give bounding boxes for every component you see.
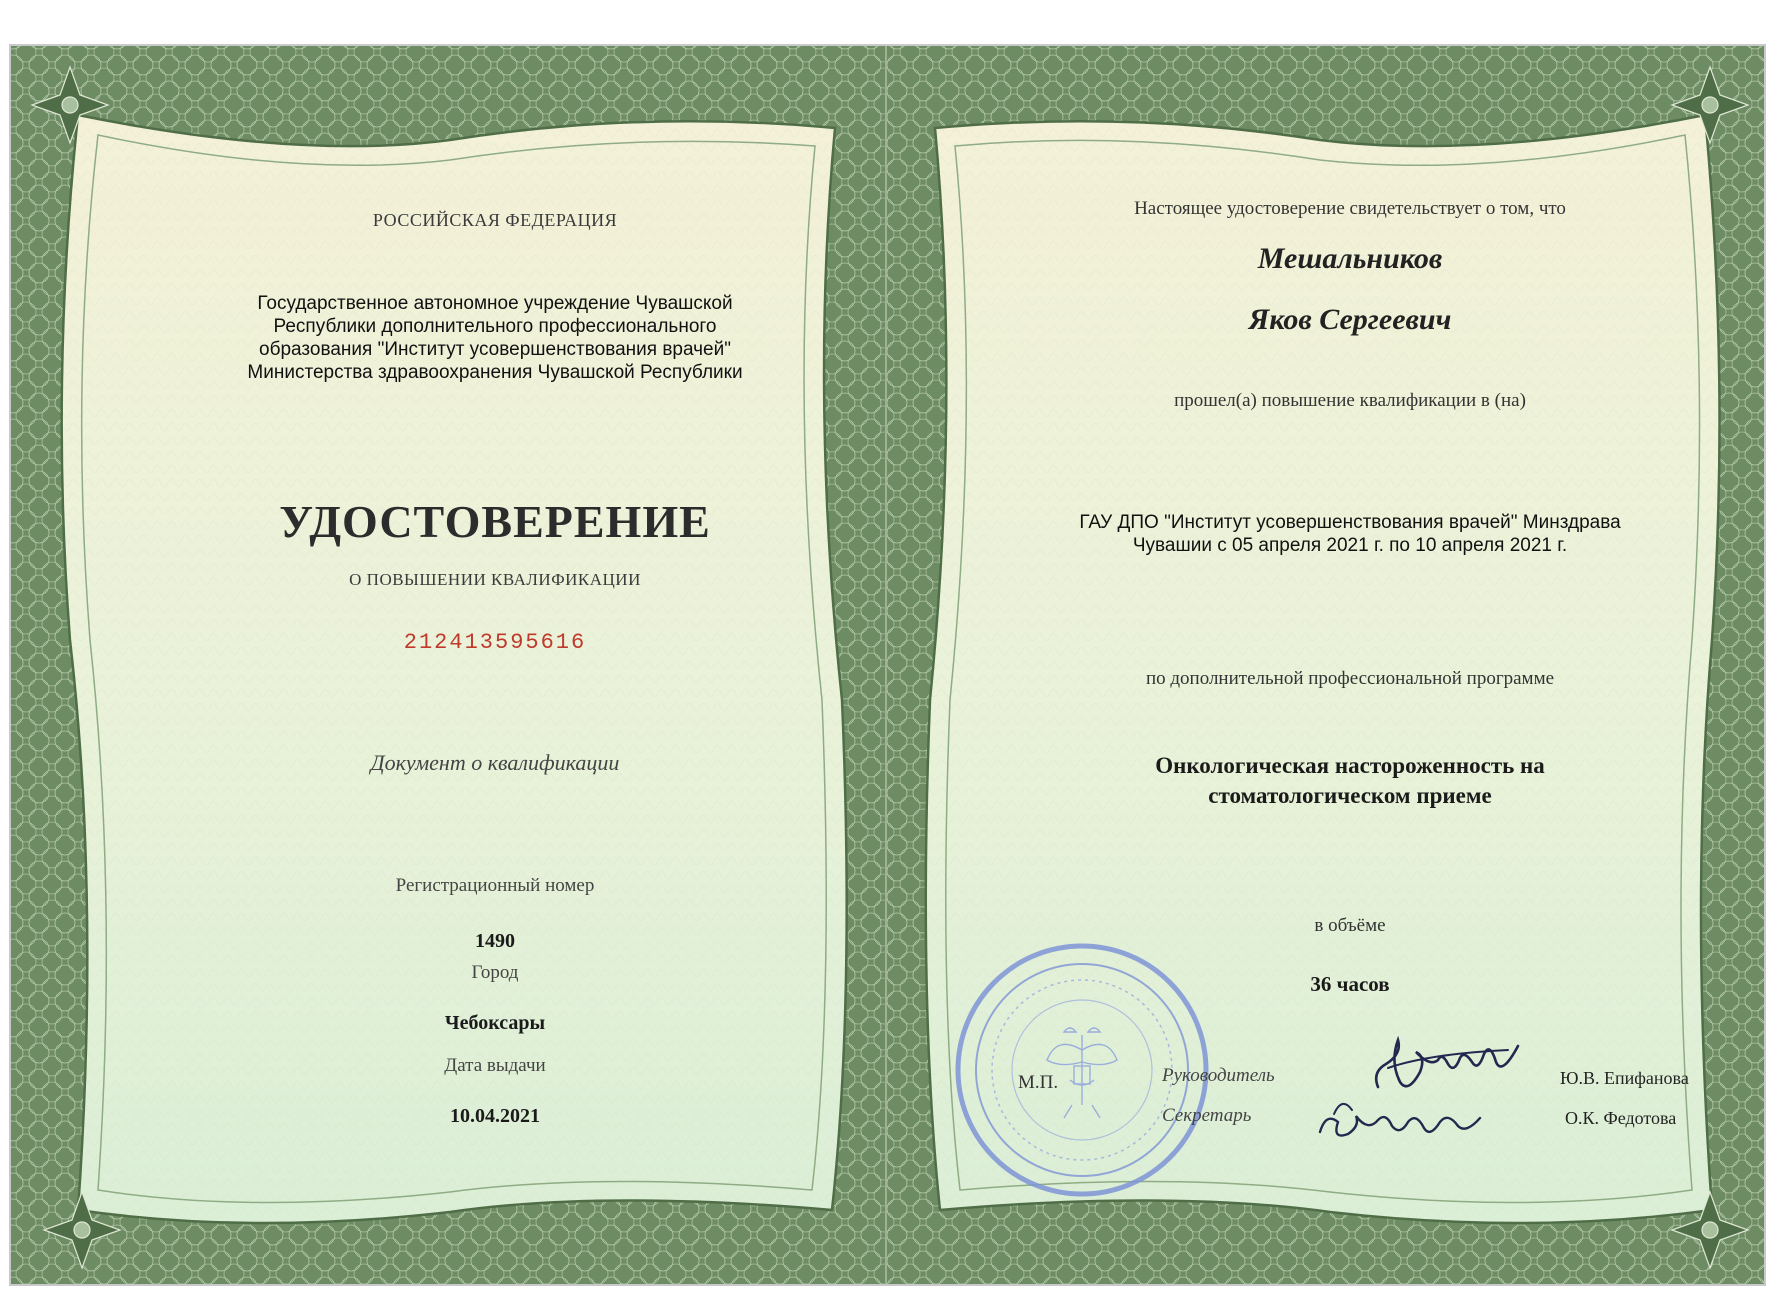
passed-text: прошел(а) повышение квалификации в (на) (1174, 390, 1526, 411)
city-label: Город (471, 962, 519, 983)
document-subtitle: О ПОВЫШЕНИИ КВАЛИФИКАЦИИ (349, 570, 641, 589)
reg-number: 1490 (475, 930, 515, 952)
issue-date-label: Дата выдачи (444, 1055, 546, 1076)
institution-line-3: образования "Институт усовершенствования врачей" (259, 339, 731, 360)
program-label: по дополнительной профессиональной программе (1145, 668, 1555, 689)
institution-line-1: Государственное автономное учреждение Чувашской (257, 293, 733, 314)
program-line-2: стоматологическом приеме (1208, 783, 1492, 808)
head-role: Руководитель (1162, 1065, 1275, 1086)
document-type: Документ о квалификации (370, 750, 620, 775)
stamp-label: М.П. (1018, 1072, 1059, 1093)
reg-number-label: Регистрационный номер (395, 875, 595, 896)
organization-line-1: ГАУ ДПО "Институт усовершенствования врачей" Минздрава (1079, 512, 1621, 533)
intro-text: Настоящее удостоверение свидетельствует о том, что (1134, 198, 1566, 219)
head-name: Ю.В. Епифанова (1560, 1068, 1689, 1088)
surname: Мешальников (1257, 242, 1443, 275)
given-names: Яков Сергеевич (1248, 303, 1452, 336)
secretary-role: Секретарь (1162, 1105, 1252, 1126)
city: Чебоксары (444, 1012, 546, 1034)
program-line-1: Онкологическая настороженность на (1155, 753, 1545, 778)
country-name: РОССИЙСКАЯ ФЕДЕРАЦИЯ (372, 210, 618, 230)
issue-date: 10.04.2021 (450, 1105, 540, 1127)
secretary-signature (1312, 1092, 1487, 1152)
institution-line-2: Республики дополнительного профессионального (273, 316, 717, 337)
serial-number: 212413595616 (403, 630, 587, 655)
institution-line-4: Министерства здравоохранения Чувашской Республики (247, 362, 743, 383)
secretary-name: О.К. Федотова (1565, 1108, 1677, 1128)
document-title: УДОСТОВЕРЕНИЕ (279, 496, 711, 547)
volume: 36 часов (1310, 972, 1390, 996)
volume-label: в объёме (1314, 915, 1386, 936)
organization-line-2: Чувашии с 05 апреля 2021 г. по 10 апреля 2021 г. (1132, 535, 1568, 556)
